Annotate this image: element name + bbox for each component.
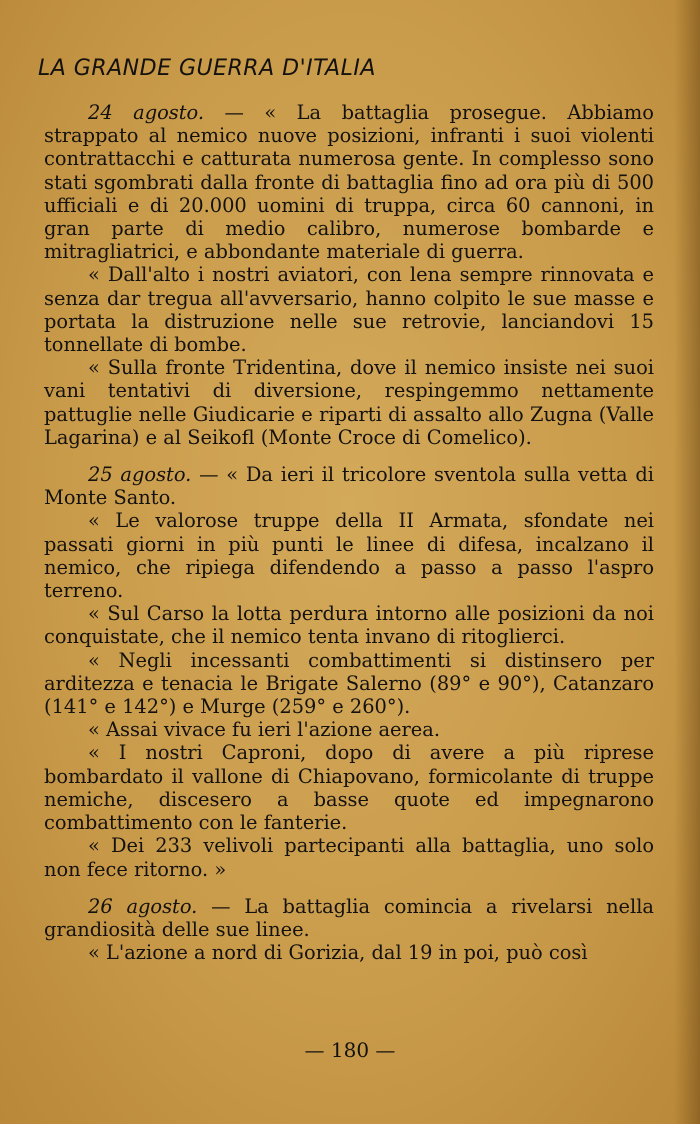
date-24-agosto: 24 agosto. bbox=[88, 101, 205, 124]
date-25-agosto: 25 agosto. bbox=[88, 463, 192, 487]
paragraph-25-agosto-6: « I nostri Caproni, dopo di avere a più riprese bombardato il vallone di Chiapovano, formicolante di truppe nemiche, discesero a basse quote ed impegnarono combattimento con le fanterie. bbox=[44, 741, 654, 835]
page-edge-shadow bbox=[674, 0, 700, 1124]
paragraph-24-agosto-3: « Sulla fronte Tridentina, dove il nemico insiste nei suoi vani tentativi di diversione, respingemmo nettamente pattuglie nelle Giudicarie e riparti di assalto allo Zugna (Valle Lagarina) e al Seikofl (Monte Croce di Comelico). bbox=[44, 356, 654, 449]
paragraph-25-agosto-4: « Negli incessanti combattimenti si distinsero per arditezza e tenacia le Brigate Salerno (89° e 90°), Catanzaro (141° e 142°) e Murge (259° e 260°). bbox=[44, 648, 654, 719]
paragraph-25-agosto-5: « Assai vivace fu ieri l'azione aerea. bbox=[88, 718, 440, 742]
paragraph-25-agosto-2: « Le valorose truppe della II Armata, sfondate nei passati giorni in più punti le linee di difesa, incalzano il nemico, che ripiega difendendo a passo a passo l'aspro terreno. bbox=[44, 509, 654, 603]
paragraph-text: — La battaglia comincia a rivelarsi nella grandiosità delle sue linee. bbox=[44, 894, 654, 941]
paragraph-26-agosto-2: « L'azione a nord di Gorizia, dal 19 in poi, può così bbox=[88, 941, 588, 965]
paragraph-26-agosto-1 bbox=[44, 895, 654, 941]
paragraph-24-agosto-2: « Dall'alto i nostri aviatori, con lena sempre rinnovata e senza dar tregua all'avversario, hanno colpito le sue masse e portata la distruzione nelle sue retrovie, lanciandovi 15 tonnellate di bombe. bbox=[44, 263, 654, 357]
paragraph-25-agosto-7: « Dei 233 velivoli partecipanti alla battaglia, uno solo non fece ritorno. » bbox=[44, 834, 654, 881]
paragraph-25-agosto-3: « Sul Carso la lotta perdura intorno alle posizioni da noi conquistate, che il nemico tenta invano di ritoglierci. bbox=[44, 602, 654, 649]
paragraph-text: — « La battaglia prosegue. Abbiamo strappato al nemico nuove posizioni, infranti i suoi violenti contrattacchi e catturata numerosa gente. In complesso sono stati sgombrati dalla fronte di battaglia fino ad ora più di 500 ufficiali e di 20.000 uomini di truppa, circa 60 cannoni, in gran parte di medio calibro, numerose bombarde e mitragliatrici, e abbondante materiale di guerra. bbox=[44, 101, 654, 264]
body-text bbox=[44, 101, 654, 964]
paragraph-25-agosto-1 bbox=[44, 463, 654, 509]
paragraph-24-agosto-1 bbox=[44, 101, 654, 263]
page-number: — 180 — bbox=[304, 1038, 396, 1062]
paragraph-text: — « Da ieri il tricolore sventola sulla vetta di Monte Santo. bbox=[44, 463, 654, 510]
running-header: LA GRANDE GUERRA D'ITALIA bbox=[38, 56, 376, 81]
date-26-agosto: 26 agosto. bbox=[88, 894, 198, 918]
